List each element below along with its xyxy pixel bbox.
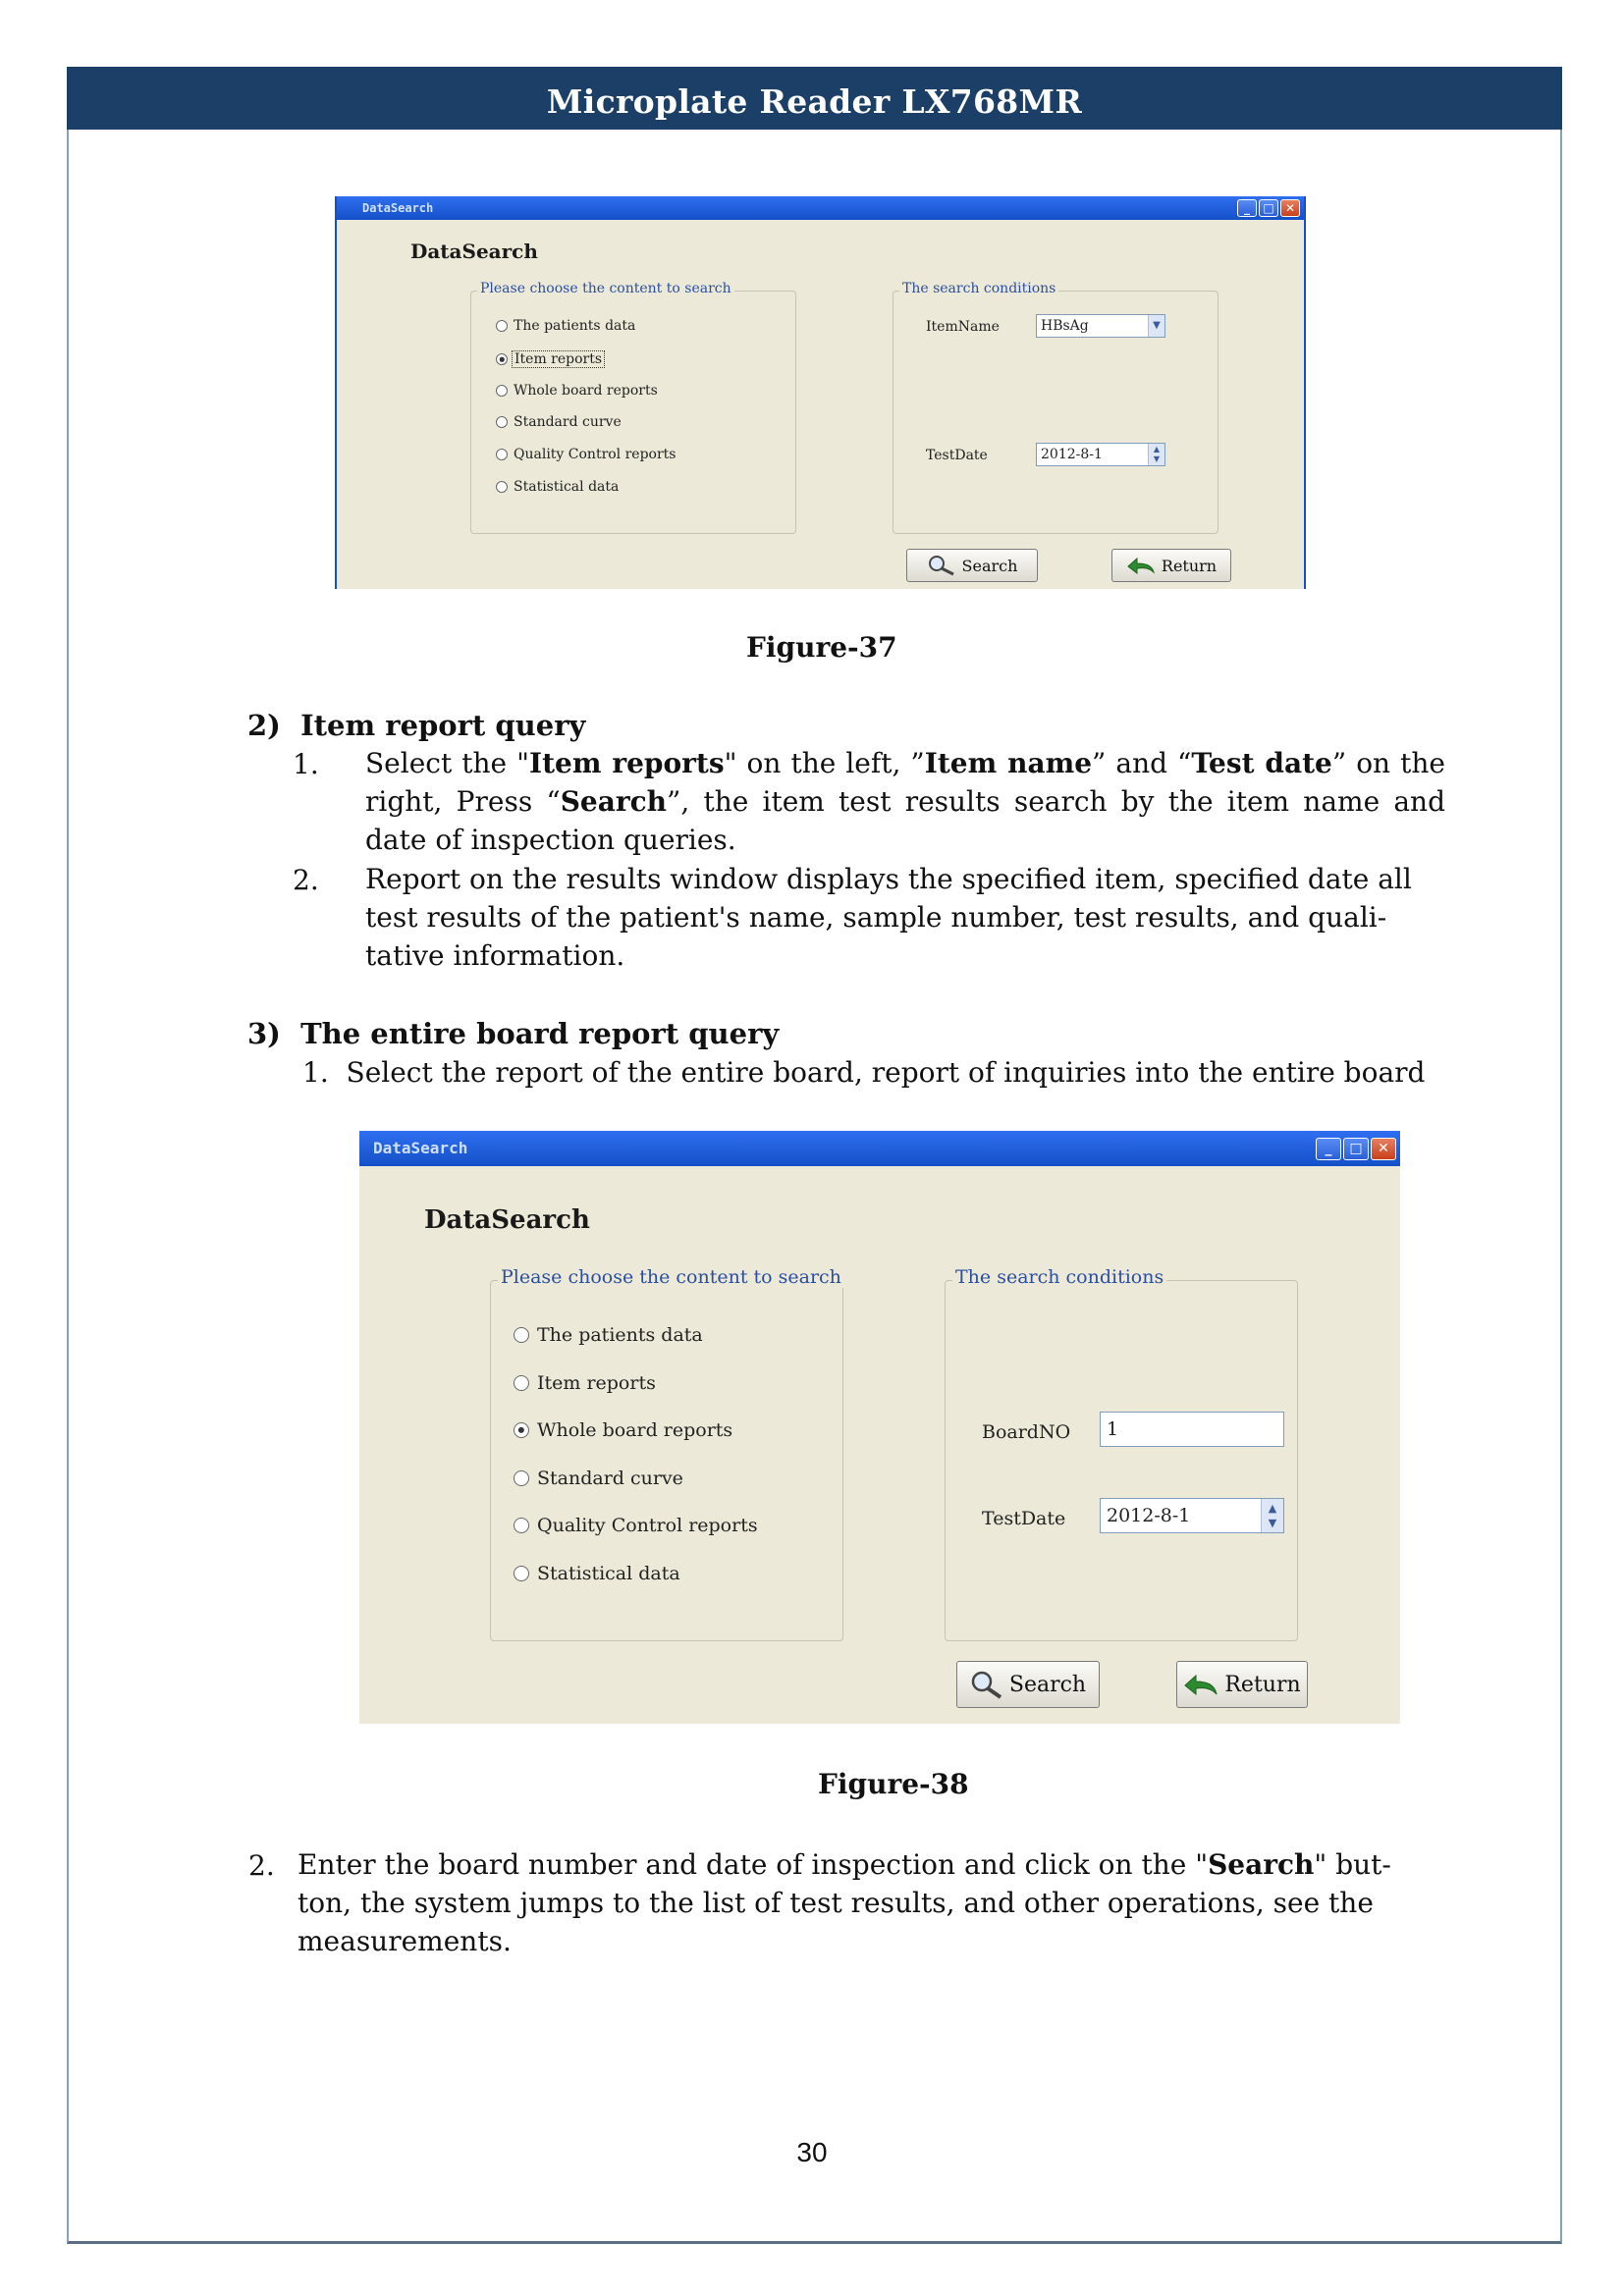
search-icon <box>970 1670 1003 1699</box>
radio-icon <box>514 1566 529 1581</box>
window-titlebar[interactable] <box>337 196 1304 220</box>
return-arrow-icon <box>1183 1672 1218 1697</box>
figure-37-caption: Figure-37 <box>746 631 897 664</box>
radio-selected-icon <box>496 353 508 365</box>
figure-37-datasearch-window <box>335 196 1306 589</box>
section-3-heading: 3) The entire board report query <box>247 1017 780 1050</box>
radio-whole-board-reports[interactable]: Whole board reports <box>514 1419 732 1441</box>
page-number: 30 <box>796 2137 828 2167</box>
radio-standard-curve[interactable]: Standard curve <box>514 1468 683 1489</box>
window-title: DataSearch <box>362 201 434 215</box>
test-date-picker[interactable]: 2012-8-1 ▲ ▼ <box>1036 443 1165 466</box>
return-button[interactable]: Return <box>1176 1661 1308 1708</box>
maximize-icon[interactable]: □ <box>1343 1138 1369 1160</box>
list-item: 1. Select the report of the entire board, report of inquiries into the entire board <box>302 1056 1426 1089</box>
search-icon <box>927 555 956 576</box>
document-header <box>67 67 1562 130</box>
close-icon[interactable]: ✕ <box>1371 1138 1396 1160</box>
board-no-label: BoardNO <box>982 1421 1071 1443</box>
radio-quality-control-reports[interactable]: Quality Control reports <box>514 1515 758 1536</box>
header-title: Microplate Reader LX768MR <box>546 82 1083 121</box>
conditions-group <box>945 1280 1298 1641</box>
list-number: 2. <box>248 1849 275 1882</box>
radio-statistical-data[interactable]: Statistical data <box>514 1563 680 1584</box>
window-controls <box>1237 199 1300 217</box>
radio-quality-control-reports[interactable]: Quality Control reports <box>496 447 676 462</box>
search-button[interactable]: Search <box>956 1661 1100 1708</box>
chevron-down-icon[interactable]: ▼ <box>1148 315 1164 337</box>
figure-38-datasearch-window <box>359 1131 1400 1724</box>
radio-icon <box>514 1327 529 1343</box>
board-no-input[interactable]: 1 <box>1100 1412 1284 1447</box>
radio-icon <box>496 385 508 397</box>
test-date-label: TestDate <box>926 448 988 463</box>
minimize-icon[interactable]: _ <box>1316 1138 1341 1160</box>
test-date-label: TestDate <box>982 1508 1066 1529</box>
list-item: Enter the board number and date of inspection and click on the "Search" but-ton, the system jumps to the list of test results, and other operations, see the measurements. <box>298 1848 1391 1957</box>
list-item: Select the "Item reports" on the left, ”Item name” and “Test date” on the right, Press “Search”, the item test results search by the item name and date of inspection queries. <box>365 747 1445 856</box>
item-name-label: ItemName <box>926 319 1000 335</box>
radio-icon <box>514 1375 529 1391</box>
return-button[interactable]: Return <box>1111 549 1231 582</box>
radio-standard-curve[interactable]: Standard curve <box>496 414 622 430</box>
radio-icon <box>496 481 508 493</box>
return-arrow-icon <box>1126 556 1156 575</box>
section-2-heading: 2) Item report query <box>247 709 586 742</box>
window-titlebar[interactable] <box>359 1131 1400 1166</box>
conditions-group-label: The search conditions <box>899 281 1058 296</box>
radio-statistical-data[interactable]: Statistical data <box>496 479 619 495</box>
radio-selected-icon <box>514 1422 529 1438</box>
figure-38-caption: Figure-38 <box>818 1768 969 1800</box>
search-button[interactable]: Search <box>906 549 1038 582</box>
list-number: 1. <box>293 748 319 780</box>
maximize-icon[interactable]: □ <box>1259 199 1278 217</box>
radio-icon <box>514 1470 529 1486</box>
radio-icon <box>496 449 508 460</box>
window-heading: DataSearch <box>424 1205 590 1235</box>
conditions-group-label: The search conditions <box>952 1266 1166 1288</box>
window-title: DataSearch <box>373 1139 468 1157</box>
item-name-select[interactable]: HBsAg ▼ <box>1036 314 1165 338</box>
window-controls <box>1316 1138 1396 1160</box>
radio-item-reports[interactable]: Item reports <box>514 1372 656 1394</box>
radio-patients-data[interactable]: The patients data <box>496 318 635 334</box>
close-icon[interactable]: ✕ <box>1280 199 1300 217</box>
content-group-label: Please choose the content to search <box>498 1266 844 1288</box>
radio-patients-data[interactable]: The patients data <box>514 1324 703 1346</box>
spin-updown-icon[interactable]: ▲ ▼ <box>1148 444 1164 465</box>
content-group-label: Please choose the content to search <box>477 281 734 296</box>
radio-icon <box>496 416 508 428</box>
radio-whole-board-reports[interactable]: Whole board reports <box>496 383 658 399</box>
window-heading: DataSearch <box>410 240 538 263</box>
test-date-picker[interactable]: 2012-8-1 ▲ ▼ <box>1100 1498 1284 1533</box>
radio-item-reports[interactable]: Item reports <box>496 350 605 368</box>
radio-icon <box>496 320 508 332</box>
minimize-icon[interactable]: _ <box>1237 199 1257 217</box>
spin-updown-icon[interactable]: ▲ ▼ <box>1261 1499 1283 1532</box>
list-item: Report on the results window displays the specified item, specified date all test results of the patient's name, sample number, test results, and quali-tative information. <box>365 863 1412 972</box>
radio-icon <box>514 1518 529 1533</box>
list-number: 2. <box>293 864 319 896</box>
